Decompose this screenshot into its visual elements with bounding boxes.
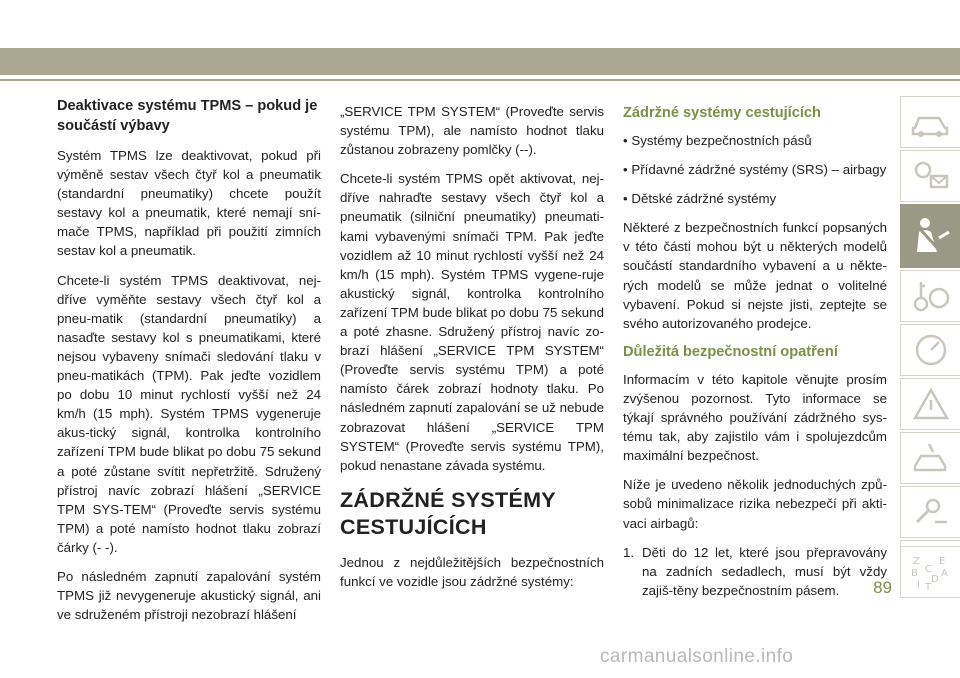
tools-icon bbox=[909, 156, 953, 196]
index-icon bbox=[909, 552, 953, 592]
chapter-title: ZÁDRŽNÉ SYSTÉMY CESTUJÍCÍCH bbox=[340, 487, 556, 539]
tab-starting[interactable] bbox=[900, 270, 960, 322]
section-heading-safety-tips: Důležitá bezpečnostní opatření bbox=[623, 343, 838, 360]
item-number: 1. bbox=[623, 544, 635, 560]
svg-text:C: C bbox=[924, 564, 932, 575]
tab-car[interactable] bbox=[900, 96, 960, 148]
service-icon bbox=[909, 438, 953, 478]
numbered-item bbox=[623, 543, 887, 600]
page-number: 89 bbox=[873, 578, 892, 597]
column-1 bbox=[57, 96, 321, 634]
paragraph: Systém TPMS lze deaktivovat, pokud při výměně sestav všech čtyř kol a pneumatik (standardní pneumatiky) chcete použít sestavy kol a pneumatik, které nemají sní-mače TPMS, například při použití zimních sestav kol a pneumatik. bbox=[57, 148, 321, 259]
svg-text:A: A bbox=[940, 568, 948, 579]
bullet-item: • Systémy bezpečnostních pásů bbox=[623, 133, 812, 148]
column-3 bbox=[623, 104, 887, 600]
column-2 bbox=[340, 102, 604, 601]
tab-safety[interactable] bbox=[900, 204, 960, 268]
key-icon bbox=[909, 276, 953, 316]
bullet-item: • Přídavné zádržné systémy (SRS) – airbagy bbox=[623, 162, 887, 178]
tab-controls[interactable] bbox=[900, 150, 960, 202]
svg-text:D: D bbox=[930, 574, 939, 585]
gauge-icon bbox=[909, 330, 953, 370]
paragraph: „SERVICE TPM SYSTEM“ (Proveďte servis systému TPM), ale namísto hodnot tlaku zůstanou zobrazeny pomlčky (--). bbox=[340, 104, 604, 158]
header-rule bbox=[0, 79, 960, 81]
svg-text:B: B bbox=[910, 568, 918, 579]
car-icon bbox=[909, 102, 953, 142]
paragraph: Chcete-li systém TPMS opět aktivovat, nej-dříve nahraďte sestavy všech čtyř kol a pneumatik (silniční pneumatiky) pneumati-kami vybavenými snímači TPM. Pak jeďte vozidlem až 10 minut rychlostí vyšší než 24 km/h (15 mph). Systém TPMS vygene-ruje akustický signál, kontrolka kontrolního zařízení TPM bude blikat po dobu 75 sekund a poté zhasne. Sdružený přístroj navíc zo-brazí hlášení „SERVICE TPM SYSTEM“ (Proveďte servis systému TPM) a poté namísto čárek zobrazí hodnoty tlaku. Po následném zapnutí zapalování se už nebude zobrazovat hlášení „SERVICE TPM SYSTEM“ (Proveďte servis systému TPM), pokud nenastane závada systému. bbox=[340, 171, 604, 473]
paragraph: Níže je uvedeno několik jednoduchých způ-sobů minimalizace rizika nebezpečí při akti-vaci airbagů: bbox=[623, 477, 887, 531]
tab-maintenance[interactable] bbox=[900, 486, 960, 538]
wrench-car-icon bbox=[909, 492, 953, 532]
tab-service[interactable] bbox=[900, 432, 960, 484]
tab-index[interactable] bbox=[900, 546, 960, 598]
svg-text:I: I bbox=[916, 580, 920, 591]
paragraph: Jednou z nejdůležitějších bezpečnostních funkcí ve vozidle jsou zádržné systémy: bbox=[340, 554, 604, 589]
svg-text:E: E bbox=[938, 556, 945, 567]
paragraph: Po následném zapnutí zapalování systém TPMS již nevygeneruje akustický signál, ani ve sdruženém přístroji nezobrazí hlášení bbox=[57, 568, 321, 623]
header-bar bbox=[0, 48, 960, 75]
svg-text:Z: Z bbox=[912, 556, 920, 567]
tab-gauges[interactable] bbox=[900, 324, 960, 376]
tab-emergency[interactable] bbox=[900, 378, 960, 430]
paragraph: Chcete-li systém TPMS deaktivovat, nej-dříve vyměňte sestavy všech čtyř kol a pneu-matik (standardní pneumatiky) a nasaďte sestavy kol s pneumatikami, které nejsou vybaveny snímači sledování tlaku v pneu-matikách (TPM). Pak jeďte vozidlem po dobu 10 minut rychlostí vyšší než 24 km/h (15 mph). Systém TPMS vygeneruje akus-tický signál, kontrolka kontrolního zařízení TPM bude blikat po dobu 75 sekund a poté zůstane svítit nepřetržitě. Sdružený přístroj navíc zobrazí hlášení „SERVICE TPM SYS-TEM“ (Proveďte servis systému TPM) a poté namísto hodnot tlaku zobrazí čárky (- -). bbox=[57, 272, 321, 555]
warning-triangle-icon bbox=[909, 384, 953, 424]
item-text: Děti do 12 let, které jsou přepravovány na zadních sedadlech, musí být vždy zajiš-těny bezpečnostním pásem. bbox=[642, 544, 887, 598]
section-heading-tpms-deactivation: Deaktivace systému TPMS – pokud je součástí výbavy bbox=[57, 98, 318, 134]
paragraph: Informacím v této kapitole věnujte prosím zvýšenou pozornost. Tyto informace se týkají správného používání zádržného sys-tému tak, aby zajistilo vám i spolujezdcům maximální bezpečnost. bbox=[623, 371, 887, 464]
section-heading-restraints: Zádržné systémy cestujících bbox=[623, 105, 821, 121]
paragraph: Některé z bezpečnostních funkcí popsaných v této části mohou být u některých modelů součástí standardního vybavení a u někte-rých modelů se může jednat o volitelné vybavení. Pokud si nejste jisti, zeptejte se svého autorizovaného prodejce. bbox=[623, 220, 887, 331]
watermark: carmanualsonline.info bbox=[600, 646, 794, 667]
bullet-item: • Dětské zádržné systémy bbox=[623, 191, 777, 207]
seatbelt-icon bbox=[909, 216, 953, 256]
svg-text:T: T bbox=[924, 582, 931, 592]
top-margin bbox=[0, 0, 960, 48]
